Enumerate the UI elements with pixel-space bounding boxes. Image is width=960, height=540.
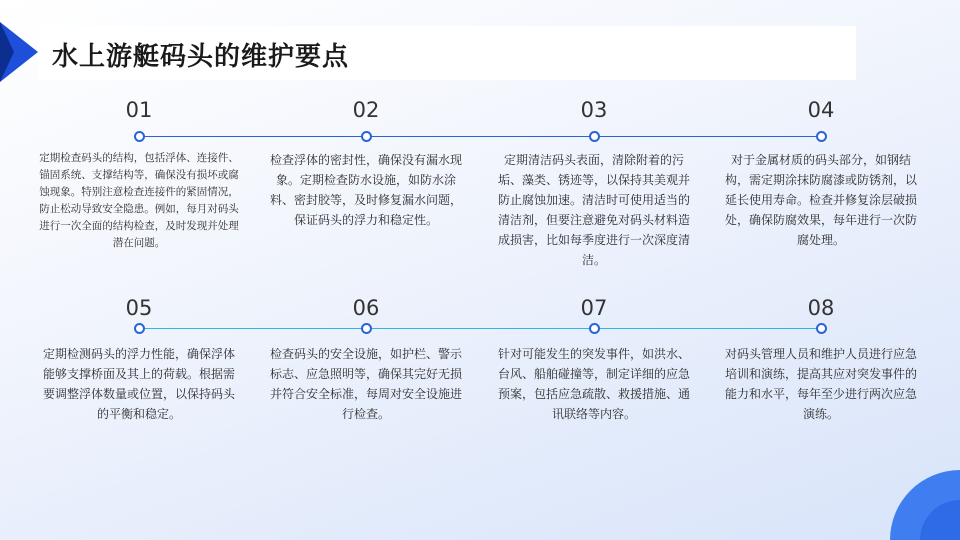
title-bar [38,26,856,80]
item-number: 02 [352,98,380,122]
timeline-line [139,328,821,329]
timeline-dot [361,131,372,142]
timeline-dot [361,323,372,334]
timeline-dot [134,323,145,334]
item-number: 03 [580,98,608,122]
item-description: 对于金属材质的码头部分，如钢结构，需定期涂抹防腐漆或防锈剂，以延长使用寿命。检查并修复涂层破损处，确保防腐效果，每年进行一次防腐处理。 [724,153,917,247]
item-number: 08 [807,296,835,320]
item-number: 06 [352,296,380,320]
item-description: 检查码头的安全设施，如护栏、警示标志、应急照明等，确保其完好无损并符合安全标准，每周对安全设施进行检查。 [269,347,462,421]
item-description: 检查浮体的密封性，确保没有漏水现象。定期检查防水设施，如防水涂料、密封胶等，及时修复漏水问题，保证码头的浮力和稳定性。 [269,153,462,227]
item-number: 01 [125,98,153,122]
timeline-dot [589,131,600,142]
timeline-dot [134,131,145,142]
item-number: 07 [580,296,608,320]
item-number: 04 [807,98,835,122]
timeline-dot [816,323,827,334]
timeline-dot [589,323,600,334]
item-description: 对码头管理人员和维护人员进行应急培训和演练，提高其应对突发事件的能力和水平，每年至少进行两次应急演练。 [724,347,917,421]
item-description: 针对可能发生的突发事件，如洪水、台风、船舶碰撞等，制定详细的应急预案，包括应急疏散、救援措施、通讯联络等内容。 [497,347,690,421]
corner-decoration-right [890,470,960,540]
item-description: 定期清洁码头表面，清除附着的污垢、藻类、锈迹等，以保持其美观并防止腐蚀加速。清洁时可使用适当的清洁剂，但要注意避免对码头材料造成损害，比如每季度进行一次深度清洁。 [497,153,690,267]
item-description: 定期检查码头的结构，包括浮体、连接件、锚固系统、支撑结构等，确保没有损坏或腐蚀现象。特别注意检查连接件的紧固情况，防止松动导致安全隐患。例如，每月对码头进行一次全面的结构检查，及时发现并处理潜在问题。 [39,152,239,249]
item-number: 05 [125,296,153,320]
item-description: 定期检测码头的浮力性能，确保浮体能够支撑桥面及其上的荷载。根据需要调整浮体数量或位置，以保持码头的平衡和稳定。 [42,347,235,421]
corner-decoration-left-dark [0,22,14,82]
timeline-line [139,136,821,137]
timeline-dot [816,131,827,142]
page-title: 水上游艇码头的维护要点 [52,42,350,72]
